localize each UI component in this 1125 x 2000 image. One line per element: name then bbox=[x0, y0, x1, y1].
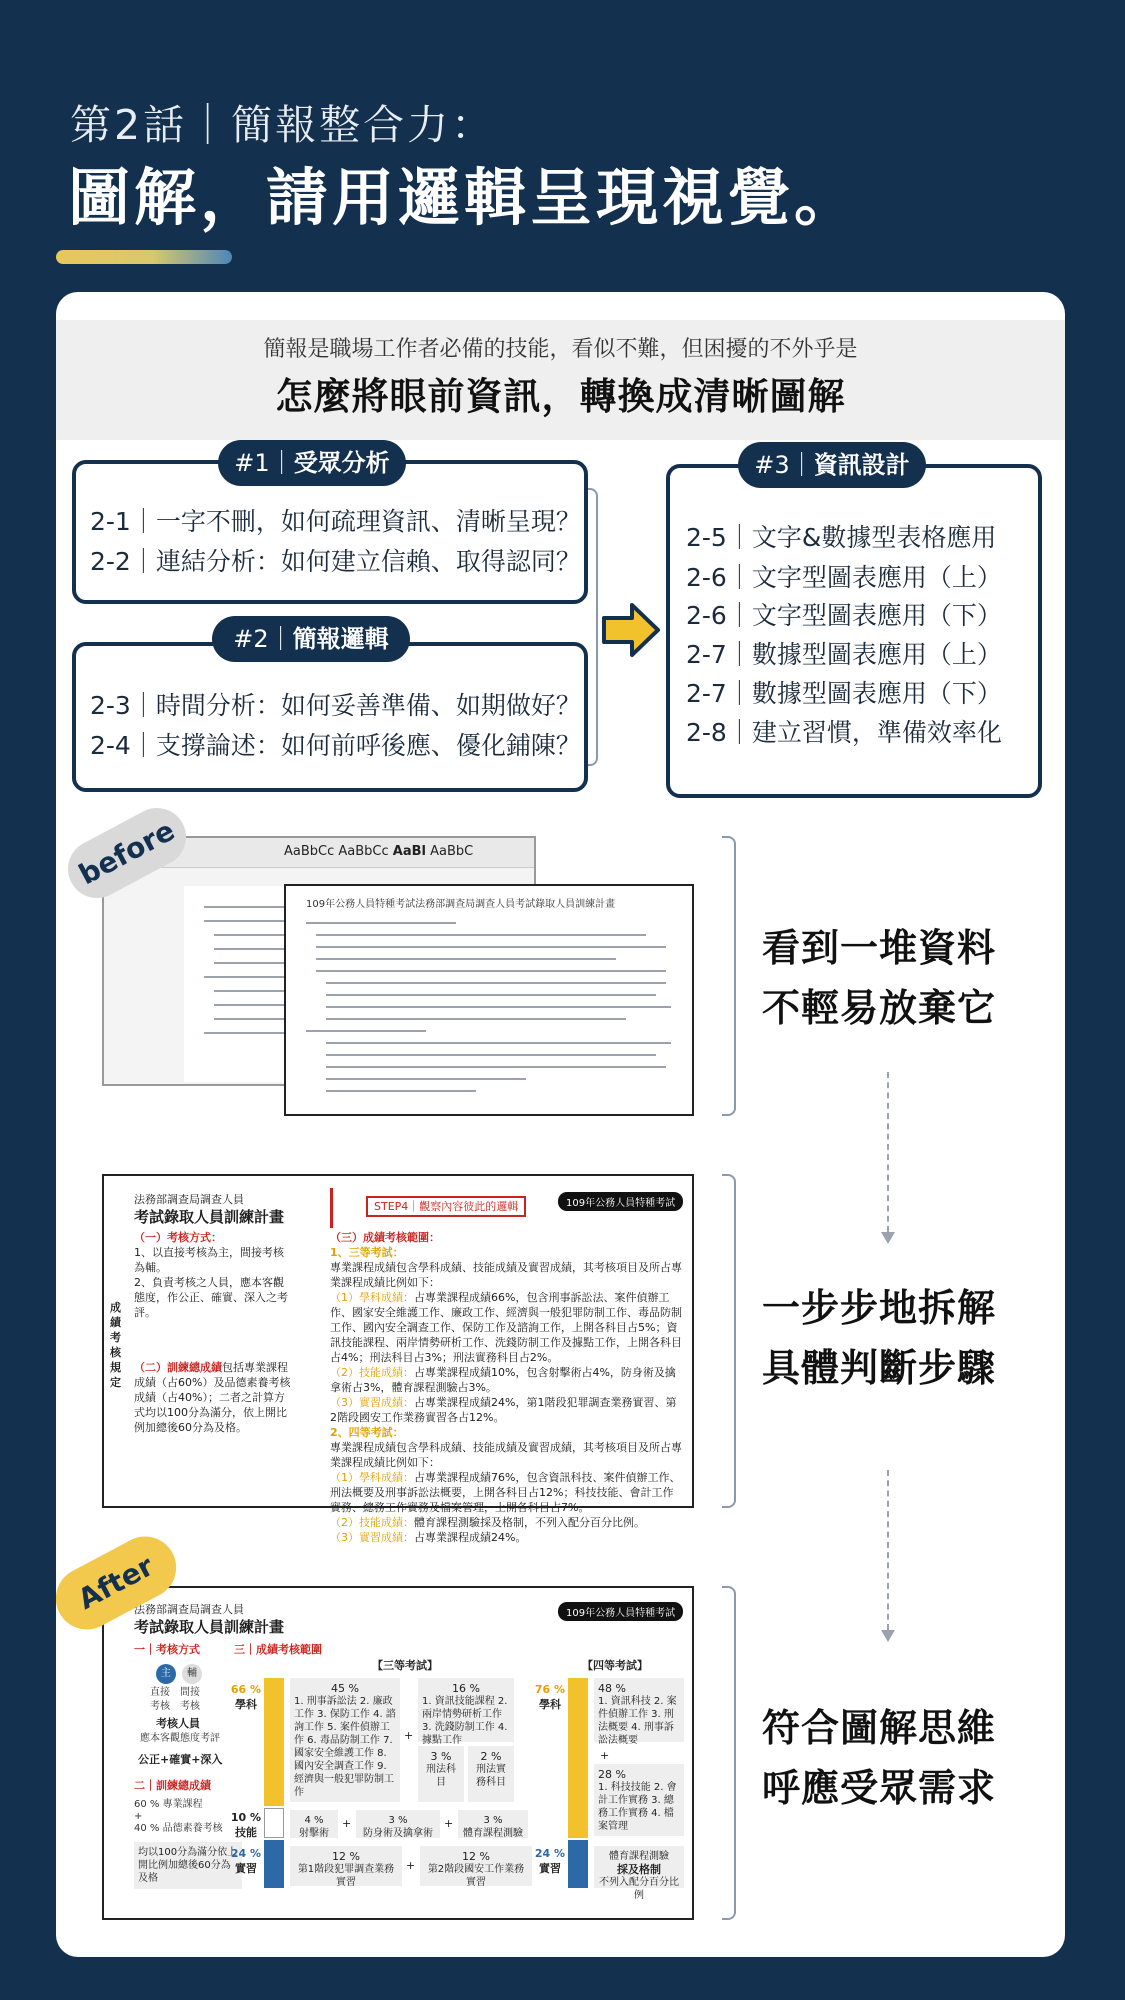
section-3-item-1: 2-5｜文字&數據型表格應用 bbox=[686, 523, 997, 552]
mid-right-l1a: （1）學科成績： bbox=[330, 1291, 414, 1304]
g3-s2-cell bbox=[356, 1810, 440, 1838]
g4-practice-bar bbox=[568, 1840, 588, 1888]
mid-right-s2: 2、四等考試： bbox=[330, 1426, 404, 1439]
text-line bbox=[326, 982, 666, 984]
mid-right-p1: 專業課程成績包含學科成績、技能成績及實習成績，其考核項目及所占專業課程成績比例如下： bbox=[330, 1261, 682, 1289]
after-sec2: 二｜訓練總成績 bbox=[134, 1779, 211, 1792]
before-doc-title: 109年公務人員特種考試法務部調查局調查人員考試錄取人員訓練計畫 bbox=[306, 899, 616, 910]
mid-left-p1: 1、以直接考核為主，間接考核為輔。 bbox=[134, 1246, 284, 1274]
g3-a2-cell bbox=[418, 1678, 514, 1746]
g4-skill-2: 採及格制 bbox=[617, 1863, 661, 1876]
g3-skill-pct: 10 % bbox=[230, 1811, 262, 1824]
mid-right-col bbox=[330, 1230, 682, 1545]
g3-s1-cell bbox=[290, 1810, 338, 1838]
g3-a1-pct: 45 % bbox=[331, 1682, 359, 1695]
before-badge: before bbox=[58, 798, 196, 908]
text-line bbox=[326, 1042, 671, 1044]
middle-tagline bbox=[762, 1278, 996, 1398]
after-sec1: 一｜考核方式 bbox=[134, 1643, 200, 1656]
after-tagline bbox=[762, 1698, 996, 1818]
mid-step-box: STEP4｜觀察內容彼此的邏輯 bbox=[366, 1196, 526, 1217]
g3-p2-pct: 12 % bbox=[462, 1850, 490, 1863]
after-moral: 40 % 品德素養考核 bbox=[134, 1823, 223, 1834]
after-principle: 公正+確實+深入 bbox=[138, 1753, 223, 1766]
after-sec3: 三｜成績考核範圍 bbox=[234, 1643, 322, 1656]
before-tagline-2: 不輕易放棄它 bbox=[762, 986, 997, 1030]
mid-left-col bbox=[134, 1230, 294, 1320]
g3-p2-text: 第2階段國安工作業務實習 bbox=[427, 1864, 525, 1888]
flow-arrowhead-2 bbox=[881, 1630, 895, 1642]
g4-a1-list: 1. 資訊科技 2. 案件偵辦工作 3. 刑法概要 4. 刑事訴訟法概要 bbox=[598, 1696, 677, 1746]
after-tagline-1: 符合圖解思維 bbox=[762, 1706, 997, 1750]
before-document bbox=[284, 884, 694, 1116]
text-line bbox=[316, 970, 666, 972]
flow-arrowhead-1 bbox=[881, 1232, 895, 1244]
mid-left-col-2 bbox=[134, 1360, 294, 1435]
text-line bbox=[326, 1006, 671, 1008]
before-tagline-1: 看到一堆資料 bbox=[762, 926, 997, 970]
g3-s1-text: 射擊術 bbox=[299, 1828, 329, 1839]
g3-practice-label bbox=[230, 1846, 262, 1876]
section-1-item-1: 2-1｜一字不刪，如何疏理資訊、清晰呈現？ bbox=[90, 507, 581, 536]
after-org: 法務部調查局調查人員 bbox=[134, 1603, 244, 1616]
content-card bbox=[56, 292, 1065, 1957]
mid-org: 法務部調查局調查人員 bbox=[134, 1193, 244, 1206]
mid-right-m1a: （1）學科成績： bbox=[330, 1471, 414, 1484]
mid-left-h1: （一）考核方式： bbox=[134, 1231, 222, 1244]
g3-practice-pct: 24 % bbox=[230, 1847, 262, 1860]
main-circle: 主 bbox=[156, 1664, 176, 1684]
g4-academic-pct: 76 % bbox=[534, 1683, 566, 1696]
text-line bbox=[326, 1090, 476, 1092]
section-1-item-2: 2-2｜連結分析：如何建立信賴、取得認同？ bbox=[90, 547, 581, 576]
mid-right-l3a: （3）實習成績： bbox=[330, 1396, 414, 1409]
after-pro: 60 % 專業課程 bbox=[134, 1799, 203, 1810]
g3-s2-pct: 3 % bbox=[388, 1815, 408, 1826]
plus-sign: + bbox=[342, 1817, 352, 1830]
section-3-item-3: 2-6｜文字型圖表應用（下） bbox=[686, 601, 1002, 630]
text-line bbox=[316, 958, 616, 960]
flow-dash-2 bbox=[887, 1470, 889, 1630]
after-exam-tag: 109年公務人員特種考試 bbox=[558, 1602, 683, 1621]
g3-p2-cell bbox=[420, 1846, 532, 1886]
g4-skill-1: 體育課程測驗 bbox=[609, 1851, 669, 1862]
title-underline-bar bbox=[56, 250, 232, 264]
plus-sign: + bbox=[600, 1749, 610, 1762]
text-line bbox=[306, 922, 456, 924]
g3-s3-text: 體育課程測驗 bbox=[463, 1828, 523, 1839]
g4-academic-word: 學科 bbox=[539, 1698, 561, 1711]
after-assessor: 考核人員 bbox=[156, 1717, 200, 1730]
mid-right-s1: 1、三等考試： bbox=[330, 1246, 404, 1259]
g4-a1-cell bbox=[594, 1678, 684, 1746]
g3-a3-text: 刑法科目 bbox=[426, 1764, 456, 1788]
section-2-item-2: 2-4｜支撐論述：如何前呼後應、優化鋪陳？ bbox=[90, 731, 581, 760]
section-3-box bbox=[666, 464, 1042, 798]
episode-subtitle: 第2話｜簡報整合力： bbox=[70, 101, 496, 149]
section-3-item-2: 2-6｜文字型圖表應用（上） bbox=[686, 563, 1002, 592]
g4-practice-label bbox=[534, 1846, 566, 1876]
mid-right-m1b: 占專業課程成績76%，包含資訊科技、案件偵辦工作、刑法概要及刑事訴訟法概要，上開各科目占12%；科技技能、會計工作實務、總務工作實務及檔案管理，上開各科目占7%。 bbox=[330, 1471, 681, 1514]
before-bracket bbox=[722, 836, 736, 1116]
grade4-label: 【四等考試】 bbox=[582, 1659, 648, 1672]
mid-right-m3a: （3）實習成績： bbox=[330, 1531, 414, 1544]
g3-practice-word: 實習 bbox=[235, 1862, 257, 1875]
section-3-pill: #3｜資訊設計 bbox=[738, 442, 926, 488]
after-bracket bbox=[722, 1586, 736, 1920]
mid-red-rule bbox=[330, 1188, 333, 1228]
g4-a2-cell bbox=[594, 1764, 684, 1836]
after-indirect: 間接考核 bbox=[180, 1687, 200, 1712]
after-direct: 直接考核 bbox=[150, 1687, 170, 1712]
after-tagline-2: 呼應受眾需求 bbox=[762, 1766, 997, 1810]
middle-tagline-2: 具體判斷步驟 bbox=[762, 1346, 997, 1390]
g3-a3-cell bbox=[418, 1746, 464, 1802]
after-assessor-note: 應本客觀態度考評 bbox=[140, 1733, 220, 1744]
g3-skill-bar bbox=[264, 1808, 284, 1838]
text-line bbox=[306, 1030, 426, 1032]
section-3-item-5: 2-7｜數據型圖表應用（下） bbox=[686, 679, 1002, 708]
g3-skill-word: 技能 bbox=[235, 1826, 257, 1839]
g3-s3-pct: 3 % bbox=[483, 1815, 503, 1826]
mid-right-m3b: 占專業課程成績24%。 bbox=[414, 1531, 527, 1544]
mid-right-l2a: （2）技能成績： bbox=[330, 1366, 414, 1379]
mid-right-m2a: （2）技能成績： bbox=[330, 1516, 414, 1529]
g3-academic-label bbox=[230, 1682, 262, 1712]
g4-practice-pct: 24 % bbox=[534, 1847, 566, 1860]
mid-left-p3: 包括專業課程成績（占60%）及品德素養考核成績（占40%）；二者之計算方式均以100分為滿分，依上開比例加總後60分為及格。 bbox=[134, 1361, 291, 1434]
plus-sign: + bbox=[406, 1859, 416, 1872]
g3-p1-pct: 12 % bbox=[332, 1850, 360, 1863]
section-3-item-4: 2-7｜數據型圖表應用（上） bbox=[686, 640, 1002, 669]
g4-academic-bar bbox=[568, 1678, 588, 1838]
intro-line-1: 簡報是職場工作者必備的技能，看似不難，但困擾的不外乎是 bbox=[263, 337, 858, 362]
g4-skill-3: 不列入配分百分比例 bbox=[599, 1877, 679, 1901]
g3-a4-text: 刑法實務科目 bbox=[476, 1764, 506, 1788]
mid-side-label: 成績考核規定 bbox=[110, 1301, 121, 1389]
left-group-bracket bbox=[588, 488, 598, 766]
episode-title: 圖解，請用邏輯呈現視覺。 bbox=[68, 161, 861, 234]
g4-a2-list: 1. 科技技能 2. 會計工作實務 3. 總務工作實務 4. 檔案管理 bbox=[598, 1782, 677, 1832]
text-line bbox=[326, 994, 656, 996]
g3-practice-bar bbox=[264, 1840, 284, 1888]
g3-p1-cell bbox=[290, 1846, 402, 1886]
grade3-label: 【三等考試】 bbox=[372, 1659, 438, 1672]
g4-a1-pct: 48 % bbox=[598, 1682, 626, 1695]
text-line bbox=[326, 1018, 626, 1020]
section-1-pill: #1｜受眾分析 bbox=[218, 440, 406, 486]
g3-a2-list: 1. 資訊技能課程 2. 兩岸情勢研析工作 3. 洗錢防制工作 4. 據點工作 bbox=[422, 1696, 508, 1746]
after-pass-note: 均以100分為滿分依上開比例加總後60分為及格 bbox=[134, 1842, 242, 1889]
mid-exam-tag: 109年公務人員特種考試 bbox=[558, 1192, 683, 1211]
g3-a1-cell bbox=[290, 1678, 400, 1802]
section-2-item-1: 2-3｜時間分析：如何妥善準備、如期做好？ bbox=[90, 691, 581, 720]
section-2-pill: #2｜簡報邏輯 bbox=[212, 616, 410, 662]
mid-right-m2b: 體育課程測驗採及格制，不列入配分百分比例。 bbox=[414, 1516, 645, 1529]
intro-line-2: 怎麼將眼前資訊，轉換成清晰圖解 bbox=[275, 375, 846, 418]
mid-right-p2: 專業課程成績包含學科成績、技能成績及實習成績，其考核項目及所占專業課程成績比例如下： bbox=[330, 1441, 682, 1469]
mid-right-l3b: 占專業課程成績24%，第1階段犯罪調查業務實習、第2階段國安工作業務實習各占12%。 bbox=[330, 1396, 677, 1424]
g3-a3-pct: 3 % bbox=[430, 1750, 452, 1763]
after-plus: + bbox=[134, 1811, 143, 1822]
g3-s1-pct: 4 % bbox=[304, 1815, 324, 1826]
flow-dash-1 bbox=[887, 1072, 889, 1232]
mid-left-h2: （二）訓練總成績 bbox=[134, 1361, 222, 1374]
after-badge: After bbox=[56, 1526, 187, 1641]
g3-skill-label bbox=[230, 1810, 262, 1840]
text-line bbox=[326, 1078, 526, 1080]
text-line bbox=[316, 946, 666, 948]
text-line bbox=[316, 934, 646, 936]
plus-sign: + bbox=[444, 1817, 454, 1830]
section-2-box bbox=[72, 642, 588, 792]
g4-practice-word: 實習 bbox=[539, 1862, 561, 1875]
plus-sign: + bbox=[404, 1729, 414, 1742]
g3-a1-list: 1. 刑事訴訟法 2. 廉政工作 3. 保防工作 4. 諮詢工作 5. 案件偵辦工作 6. 毒品防制工作 7. 國家安全維護工作 8. 國內安全調查工作 9. 經濟與一般犯罪防制工作 bbox=[294, 1696, 396, 1798]
g3-academic-pct: 66 % bbox=[230, 1683, 262, 1696]
mid-title: 考試錄取人員訓練計畫 bbox=[134, 1208, 285, 1226]
g4-skill-cell bbox=[594, 1846, 684, 1901]
word-style-gallery: AaBbCc AaBbCc AaBl AaBbC bbox=[284, 844, 474, 859]
mid-right-h: （三）成績考核範圍： bbox=[330, 1231, 440, 1244]
text-line bbox=[326, 1054, 656, 1056]
before-tagline bbox=[762, 918, 996, 1038]
g3-academic-word: 學科 bbox=[235, 1698, 257, 1711]
g3-p1-text: 第1階段犯罪調查業務實習 bbox=[297, 1864, 395, 1888]
mid-left-p2: 2、負責考核之人員，應本客觀態度，作公正、確實、深入之考評。 bbox=[134, 1276, 288, 1319]
g3-s3-cell bbox=[458, 1810, 528, 1838]
g3-s2-text: 防身術及擒拿術 bbox=[363, 1828, 433, 1839]
g4-a2-pct: 28 % bbox=[598, 1768, 626, 1781]
middle-document bbox=[102, 1174, 694, 1544]
section-3-item-6: 2-8｜建立習慣，準備效率化 bbox=[686, 718, 1002, 747]
middle-bracket bbox=[722, 1174, 736, 1508]
g3-academic-bar bbox=[264, 1678, 284, 1806]
after-title: 考試錄取人員訓練計畫 bbox=[134, 1618, 285, 1636]
g3-a2-pct: 16 % bbox=[452, 1682, 480, 1695]
mid-right-l2b: 占專業課程成績10%，包含射擊術占4%，防身術及擒拿術占3%，體育課程測驗占3%。 bbox=[330, 1366, 676, 1394]
aux-circle: 輔 bbox=[182, 1664, 202, 1684]
mid-right-l1b: 占專業課程成績66%，包含刑事訴訟法、案件偵辦工作、國家安全維護工作、廉政工作、經濟與一般犯罪防制工作、毒品防制工作、國內安全調查工作、保防工作及諮詢工作，上開各科目占5%；資訊技能課程、兩岸情勢研析工作、洗錢防制工作及據點工作，上開各科目占4%；刑法科目占3%；刑法實務科目占2%。 bbox=[330, 1291, 682, 1364]
middle-tagline-1: 一步步地拆解 bbox=[762, 1286, 997, 1330]
after-document bbox=[102, 1586, 694, 1920]
text-line bbox=[326, 1066, 666, 1068]
g3-a4-cell bbox=[468, 1746, 514, 1802]
arrow-right-icon bbox=[602, 602, 662, 658]
g3-a4-pct: 2 % bbox=[480, 1750, 502, 1763]
g4-academic-label bbox=[534, 1682, 566, 1712]
